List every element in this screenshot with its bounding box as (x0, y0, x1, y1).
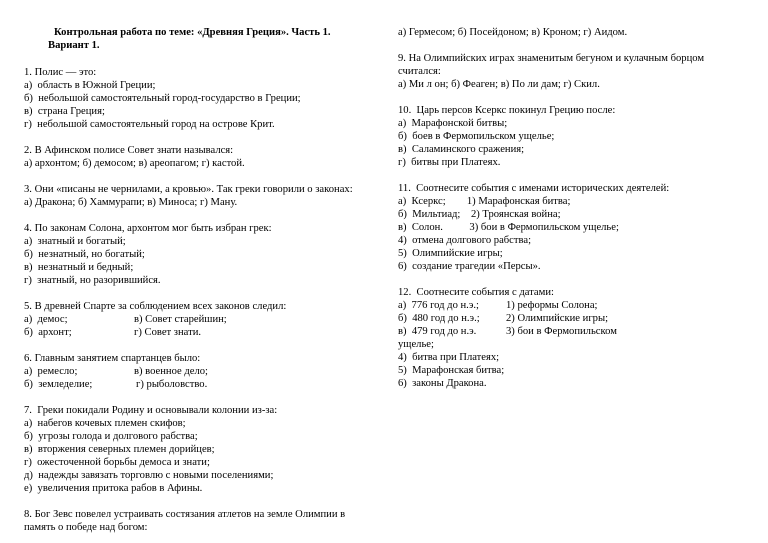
q12-event-2: 2) Олимпийские игры; (506, 313, 609, 324)
q7-option-f: е) увеличения притока рабов в Афины. (24, 483, 203, 494)
q12-date-c: в) 479 год до н.э. (398, 326, 477, 337)
q6-option-a: а) ремесло; (24, 366, 78, 377)
q1-option-d: г) небольшой самостоятельный город на острове Крит. (24, 119, 275, 130)
q11-line-2: б) Мильтиад; 2) Троянская война; (398, 209, 561, 220)
q11-line-5: 5) Олимпийские игры; (398, 248, 503, 259)
q3-answers: а) Дракона; б) Хаммурапи; в) Миноса; г) Ману. (24, 197, 238, 208)
q6-option-d: г) рыболовство. (136, 379, 208, 390)
q12-line-1: ущелье; (398, 339, 434, 350)
question-11: 11. Соотнесите события с именами исторических деятелей: (398, 183, 670, 194)
q7-option-b: б) угрозы голода и долгового рабства; (24, 431, 198, 442)
q12-line-2: 4) битва при Платеях; (398, 352, 500, 363)
q12-date-a: а) 776 год до н.э.; (398, 300, 479, 311)
q4-option-d: г) знатный, но разорившийся. (24, 275, 161, 286)
q5-option-c: в) Совет старейшин; (134, 314, 227, 325)
question-8-line-2: память о победе над богом: (24, 522, 148, 533)
q12-line-3: 5) Марафонская битва; (398, 365, 505, 376)
q7-option-c: в) вторжения северных племен дорийцев; (24, 444, 215, 455)
worksheet-title: Контрольная работа по теме: «Древняя Греция». Часть 1. (54, 27, 331, 38)
q7-option-d: г) ожесточенной борьбы демоса и знати; (24, 457, 210, 468)
q5-option-d: г) Совет знати. (134, 327, 202, 338)
q1-option-b: б) небольшой самостоятельный город-государство в Греции; (24, 93, 301, 104)
q12-event-1: 1) реформы Солона; (506, 300, 598, 311)
q10-option-b: б) боев в Фермопильском ущелье; (398, 131, 555, 142)
question-7: 7. Греки покидали Родину и основывали колонии из-за: (24, 405, 278, 416)
question-9-line-2: считался: (398, 66, 441, 77)
q6-option-c: в) военное дело; (134, 366, 208, 377)
q12-event-3: 3) бои в Фермопильском (506, 326, 617, 337)
question-12: 12. Соотнесите события с датами: (398, 287, 554, 298)
question-3: 3. Они «писаны не чернилами, а кровью». Так греки говорили о законах: (24, 184, 353, 195)
q5-option-a: а) демос; (24, 314, 68, 325)
q12-line-4: 6) законы Дракона. (398, 378, 487, 389)
q8-answers: а) Гермесом; б) Посейдоном; в) Кроном; г) Аидом. (398, 27, 628, 38)
question-2: 2. В Афинском полисе Совет знати назывался: (24, 145, 234, 156)
q4-option-c: в) незнатный и бедный; (24, 262, 134, 273)
q11-line-3: в) Солон. 3) бои в Фермопильском ущелье; (398, 222, 619, 233)
q7-option-e: д) надежды завязать торговлю с новыми поселениями; (24, 470, 274, 481)
question-10: 10. Царь персов Ксеркс покинул Грецию после: (398, 105, 616, 116)
q7-option-a: а) набегов кочевых племен скифов; (24, 418, 186, 429)
variant-label: Вариант 1. (48, 40, 100, 51)
q11-line-1: а) Ксеркс; 1) Марафонская битва; (398, 196, 571, 207)
question-1: 1. Полис — это: (24, 67, 97, 78)
q5-option-b: б) архонт; (24, 327, 72, 338)
q1-option-a: а) область в Южной Греции; (24, 80, 156, 91)
question-9-line-1: 9. На Олимпийских играх знаменитым бегуном и кулачным борцом (398, 53, 705, 64)
q6-option-b: б) земледелие; (24, 379, 93, 390)
q10-option-c: в) Саламинского сражения; (398, 144, 525, 155)
q1-option-c: в) страна Греция; (24, 106, 105, 117)
question-6: 6. Главным занятием спартанцев было: (24, 353, 201, 364)
q11-line-4: 4) отмена долгового рабства; (398, 235, 532, 246)
question-4: 4. По законам Солона, архонтом мог быть избран грек: (24, 223, 272, 234)
q2-answers: а) архонтом; б) демосом; в) ареопагом; г) кастой. (24, 158, 245, 169)
q10-option-a: а) Марафонской битвы; (398, 118, 508, 129)
q12-date-b: б) 480 год до н.э.; (398, 313, 480, 324)
q11-line-6: 6) создание трагедии «Персы». (398, 261, 541, 272)
q10-option-d: г) битвы при Платеях. (398, 157, 501, 168)
q9-answers: а) Ми л он; б) Феаген; в) По ли дам; г) Скил. (398, 79, 600, 90)
question-5: 5. В древней Спарте за соблюдением всех законов следил: (24, 301, 287, 312)
q4-option-b: б) незнатный, но богатый; (24, 249, 145, 260)
question-8-line-1: 8. Бог Зевс повелел устраивать состязания атлетов на земле Олимпии в (24, 509, 346, 520)
q4-option-a: а) знатный и богатый; (24, 236, 126, 247)
